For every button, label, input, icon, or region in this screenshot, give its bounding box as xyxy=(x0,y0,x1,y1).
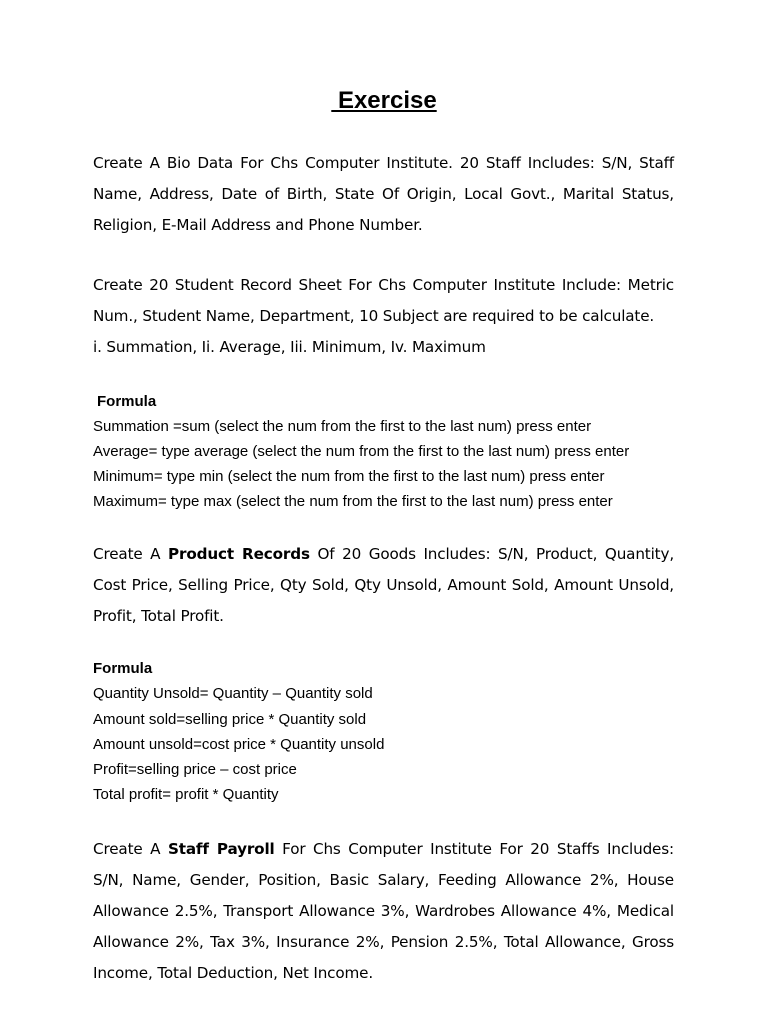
staff-payroll-bold: Staff Payroll xyxy=(167,840,275,858)
formula-line-total-profit: Total profit= profit * Quantity xyxy=(93,786,279,803)
formula-line-amount-sold: Amount sold=selling price * Quantity sold xyxy=(93,711,367,728)
staff-payroll-suffix: For Chs Computer Institute For 20 Staffs Includes: S/N, Name, Gender, Position, Basic Salary, Feeding Allowance 2%, House Allowance 2.5%, Transport Allowance 3%, Wardrobes Allowance 4%, Medical Allowance 2%, Tax 3%, Insurance 2%, Pension 2.5%, Total Allowance, Gross Income, Total Deduction, Net Income. xyxy=(93,840,674,982)
formula-line-summation: Summation =sum (select the num from the first to the last num) press enter xyxy=(93,418,592,435)
product-records-prefix: Create A xyxy=(93,545,169,563)
formula-heading-2: Formula xyxy=(93,660,153,677)
formula-line-profit: Profit=selling price – cost price xyxy=(93,761,297,778)
product-records-suffix: Of 20 Goods Includes: S/N, Product, Quantity, Cost Price, Selling Price, Qty Sold, Qty Unsold, Amount Sold, Amount Unsold, Profit, Total Profit. xyxy=(93,545,674,625)
formula-line-maximum: Maximum= type max (select the num from the first to the last num) press enter xyxy=(93,493,613,510)
student-record-calculations: i. Summation, Ii. Average, Iii. Minimum, Iv. Maximum xyxy=(93,338,486,356)
formula-heading-1: Formula xyxy=(97,393,157,410)
formula-line-amount-unsold: Amount unsold=cost price * Quantity unsold xyxy=(93,736,385,753)
student-record-paragraph: Create 20 Student Record Sheet For Chs Computer Institute Include: Metric Num., Student Name, Department, 10 Subject are required to be calculate. xyxy=(93,276,674,325)
product-records-paragraph xyxy=(93,539,674,632)
formula-line-quantity-unsold: Quantity Unsold= Quantity – Quantity sold xyxy=(93,685,373,702)
staff-payroll-paragraph xyxy=(93,834,674,989)
page-title: Exercise xyxy=(331,87,437,114)
staff-payroll-prefix: Create A xyxy=(93,840,168,858)
bio-data-paragraph: Create A Bio Data For Chs Computer Institute. 20 Staff Includes: S/N, Staff Name, Address, Date of Birth, State Of Origin, Local Govt., Marital Status, Religion, E-Mail Address and Phone Number. xyxy=(93,154,674,234)
product-records-bold: Product Records xyxy=(168,545,310,563)
formula-line-average: Average= type average (select the num from the first to the last num) press enter xyxy=(93,443,630,460)
formula-line-minimum: Minimum= type min (select the num from the first to the last num) press enter xyxy=(93,468,605,485)
